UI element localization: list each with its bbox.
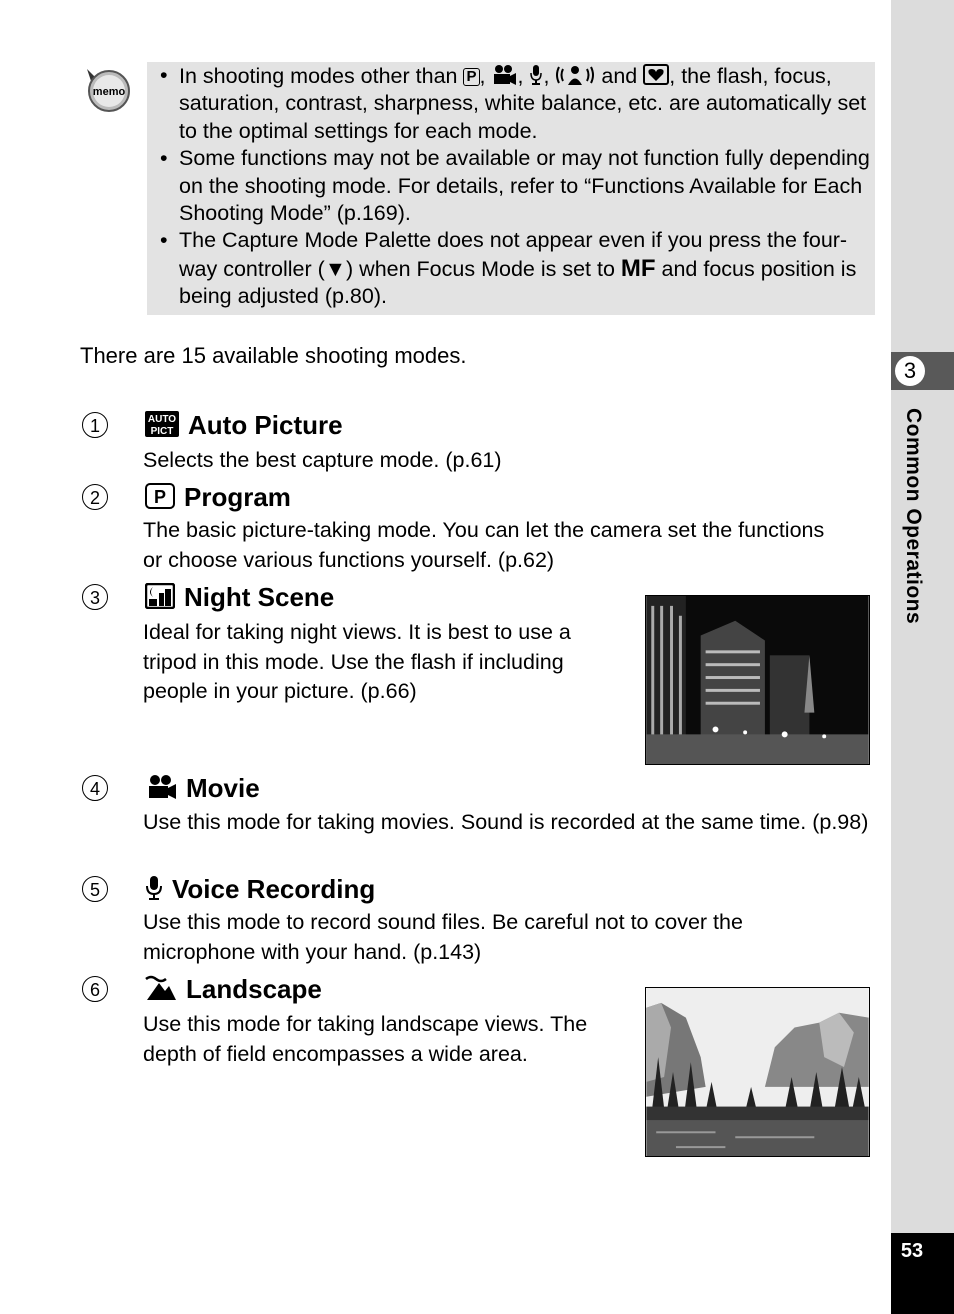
page-number: 53 [900, 1240, 924, 1262]
mode-description: Use this mode to record sound files. Be careful not to cover the microphone with your hand. (p.143) [143, 910, 743, 964]
memo-icon [81, 65, 131, 113]
mode-heading: Voice Recording [145, 874, 375, 905]
mode-heading: Movie [145, 773, 260, 804]
microphone-icon [145, 875, 163, 901]
memo-icon-label: memo [92, 86, 126, 98]
mode-description: Use this mode for taking landscape views. The depth of field encompasses a wide area. [143, 1012, 588, 1066]
night-scene-photo [645, 595, 870, 765]
mode-number: 5 [82, 876, 108, 902]
pet-heart-icon [643, 64, 669, 86]
landscape-photo [645, 987, 870, 1157]
kids-icon [555, 64, 595, 86]
mode-heading: P Program [145, 482, 291, 513]
movie-icon [491, 64, 517, 86]
landscape-icon [145, 975, 177, 1001]
night-scene-icon [145, 583, 175, 609]
mode-description: The basic picture-taking mode. You can let the camera set the functions or choose various functions yourself. (p.62) [143, 518, 825, 572]
intro-text: There are 15 available shooting modes. [80, 343, 467, 368]
mode-heading: AUTO PICT Auto Picture [145, 410, 343, 441]
mode-heading: Night Scene [145, 582, 334, 613]
mode-number: 1 [82, 412, 108, 438]
program-icon: P [463, 68, 479, 86]
memo-item: • The Capture Mode Palette does not appear even if you press the four-way controller (▼) when Focus Mode is set to MF and focus position is being adjusted (p.80). [160, 228, 857, 309]
mf-label: MF [620, 254, 656, 282]
program-icon [145, 483, 175, 509]
mode-description: Ideal for taking night views. It is best to use a tripod in this mode. Use the flash if including people in your picture. (p.66) [143, 620, 571, 703]
memo-list [160, 62, 875, 311]
svg-text:P: P [153, 487, 167, 507]
mode-heading: Landscape [145, 974, 322, 1005]
memo-item: • Some functions may not be available or may not function fully depending on the shooting mode. For details, refer to “Functions Available for Each Shooting Mode” (p.169). [160, 146, 870, 226]
auto-pict-icon [145, 411, 179, 437]
mode-description: Use this mode for taking movies. Sound is recorded at the same time. (p.98) [143, 810, 869, 834]
chapter-title: Common Operations [902, 408, 925, 625]
microphone-icon [529, 64, 543, 86]
svg-text:AUTO: AUTO [147, 414, 177, 425]
mode-number: 2 [82, 484, 108, 510]
mode-number: 4 [82, 775, 108, 801]
svg-text:PICT: PICT [150, 426, 174, 437]
mode-number: 6 [82, 976, 108, 1002]
mode-number: 3 [82, 584, 108, 610]
mode-description: Selects the best capture mode. (p.61) [143, 448, 502, 472]
memo-item: • In shooting modes other than P , , , and , the flash, focus, saturation, contrast, sharpness, white balance, etc. are automatically set to the optimal settings for each mode. [160, 63, 867, 143]
movie-icon [145, 774, 177, 800]
down-arrow-icon: ▼ [324, 256, 347, 281]
chapter-number: 3 [895, 356, 925, 386]
